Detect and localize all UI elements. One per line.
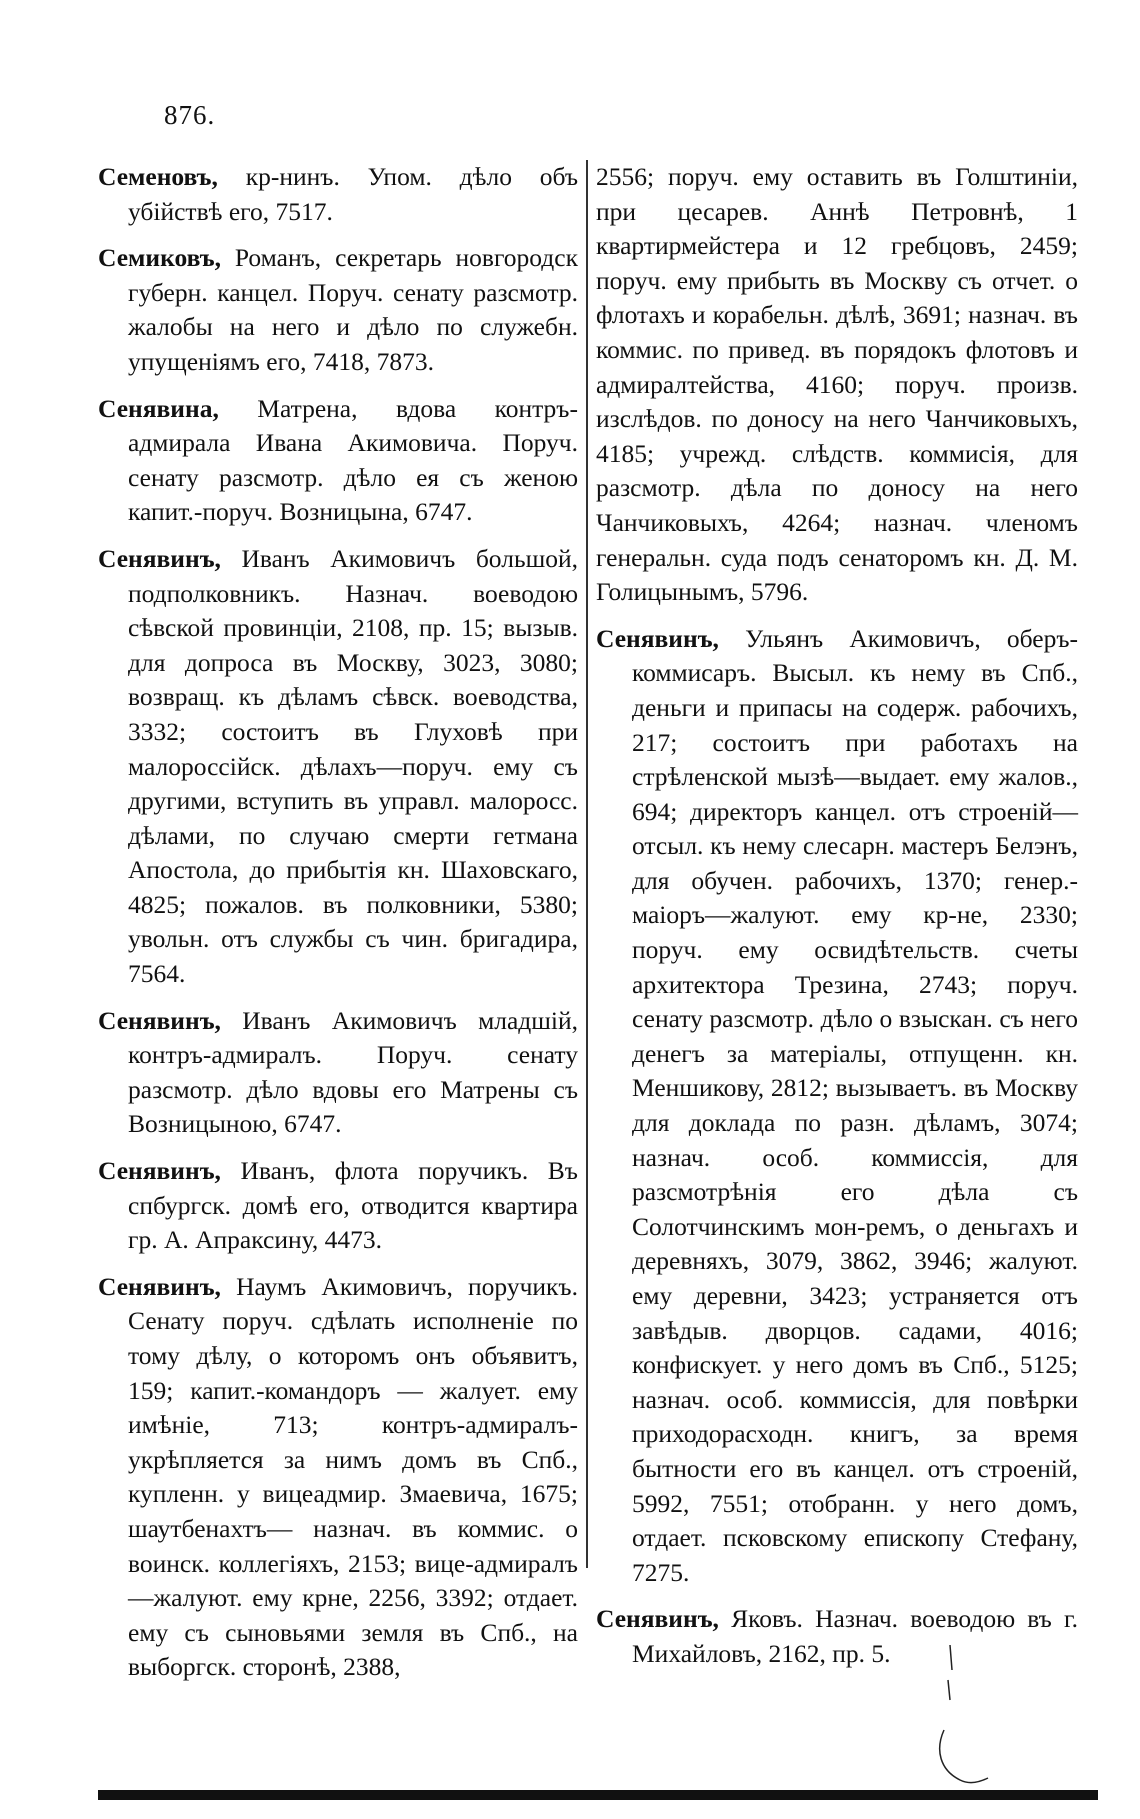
entry-text: Романъ, секретарь новгородск губерн. канцел. Поруч. сенату разсмотр. жалобы на него и дѣло по служебн. упущеніямъ его, 7418, 7873.	[128, 243, 578, 376]
index-entry	[98, 1270, 578, 1685]
index-entry	[98, 392, 578, 530]
index-entry	[98, 241, 578, 379]
entry-text: Иванъ Акимовичъ младшій, контръ-адмиралъ. Поруч. сенату разсмотр. дѣло вдовы его Матрены съ Возницыною, 6747.	[128, 1005, 578, 1139]
column-divider	[586, 160, 588, 1568]
left-column	[98, 160, 578, 1697]
index-entry	[596, 1602, 1078, 1671]
entry-name: Сенявина,	[98, 393, 219, 423]
entry-name: Семеновъ,	[98, 162, 218, 191]
entry-name: Сенявинъ,	[98, 1005, 221, 1035]
entry-name: Сенявинъ,	[98, 543, 221, 573]
entry-text: Иванъ, флота поручикъ. Въ спбургск. домѣ его, отводится квартира гр. А. Апраксину, 4473.	[128, 1156, 578, 1255]
entry-text: Яковъ. Назнач. воеводою въ г. Михайловъ, 2162, пр. 5.	[632, 1604, 1078, 1668]
entry-text: кр-нинъ. Упом. дѣло объ убійствѣ его, 7517.	[128, 162, 578, 226]
entry-name: Сенявинъ,	[596, 1604, 719, 1634]
index-entry	[98, 542, 578, 992]
page-number: 876.	[164, 100, 216, 130]
index-entry	[98, 1154, 578, 1258]
entry-name: Семиковъ,	[98, 243, 221, 273]
entry-text: Наумъ Акимовичъ, поручикъ. Сенату поруч. сдѣлать исполненіе по тому дѣлу, о которомъ онъ объявитъ, 159; капит.-командоръ — жалует. ему имѣніе, 713; контръ-адмиралъ-укрѣпляется за нимъ домъ въ Спб., купленн. у вицеадмир. Змаевича, 1675; шаутбенахтъ— назнач. въ коммис. о воинск. коллегіяхъ, 2153; вице-адмиралъ—жалуют. ему крне, 2256, 3392; отдает. ему съ сыновьями земля въ Спб., на выборгск. сторонѣ, 2388,	[128, 1271, 578, 1682]
bottom-rule	[98, 1790, 1098, 1800]
entry-text: Ульянъ Акимовичъ, оберъ-коммисаръ. Высыл. къ нему въ Спб., деньги и припасы на содерж. рабочихъ, 217; состоитъ при работахъ на стрѣленской мызѣ—выдает. ему жалов., 694; директоръ канцел. отъ строеній—отсыл. къ нему слесарн. мастеръ Белэнъ, для обучен. рабочихъ, 1370; генер.-маіоръ—жалуют. ему кр-не, 2330; поруч. ему освидѣтельств. счеты архитектора Трезина, 2743; поруч. сенату разсмотр. дѣло о взыскан. съ него денегъ за матеріалы, отпущенн. кн. Меншикову, 2812; вызываетъ. въ Москву для доклада по разн. дѣламъ, 3074; назнач. особ. коммиссія, для разсмотрѣнія его дѣла съ Солотчинскимъ мон-ремъ, о деньгахъ и деревняхъ, 3079, 3862, 3946; жалуют. ему деревни, 3423; устраняется отъ завѣдыв. дворцов. садами, 4016; конфискует. у него домъ въ Спб., 5125; назнач. особ. коммиссія, для повѣрки приходорасходн. книгъ, за время бытности его въ канцел. отъ строеній, 5992, 7551; отобранн. у него домъ, отдает. псковскому епископу Стефану, 7275.	[632, 623, 1078, 1587]
entry-name: Сенявинъ,	[98, 1156, 221, 1186]
entry-text: Иванъ Акимовичъ большой, подполковникъ. Назнач. воеводою сѣвской провинціи, 2108, пр. 15; вызыв. для допроса въ Москву, 3023, 3080; возвращ. къ дѣламъ сѣвск. воеводства, 3332; состоитъ въ Глуховѣ при малороссійск. дѣлахъ—поруч. ему съ другими, вступить въ управл. малоросс. дѣлами, по случаю смерти гетмана Апостола, до прибытія кн. Шаховскаго, 4825; пожалов. въ полковники, 5380; увольн. отъ службы съ чин. бригадира, 7564.	[128, 543, 578, 989]
entry-name: Сенявинъ,	[596, 623, 719, 653]
entry-text: Матрена, вдова контръ-адмирала Ивана Акимовича. Поруч. сенату разсмотр. дѣло ея съ женою капит.-поруч. Возницына, 6747.	[128, 393, 578, 527]
entry-text: 2556; поруч. ему оставить въ Голштиніи, при цесарев. Аннѣ Петровнѣ, 1 квартирмейстера и 12 гребцовъ, 2459; поруч. ему прибыть въ Москву съ отчет. о флотахъ и корабельн. дѣлѣ, 3691; назнач. въ коммис. по привед. въ порядокъ флотовъ и адмиралтейства, 4160; поруч. произв. изслѣдов. по доносу на него Чанчиковыхъ, 4185; учрежд. слѣдств. коммисія, для разсмотр. дѣла по доносу на него Чанчиковыхъ, 4264; назнач. членомъ генеральн. суда подъ сенаторомъ кн. Д. М. Голицынымъ, 5796.	[596, 162, 1078, 607]
entry-name: Сенявинъ,	[98, 1271, 221, 1301]
index-entry	[596, 622, 1078, 1591]
index-entry	[98, 160, 578, 229]
index-entry	[98, 1004, 578, 1142]
right-column	[596, 160, 1078, 1684]
index-entry-continuation	[596, 160, 1078, 610]
ink-scratch-mark	[930, 1640, 990, 1790]
